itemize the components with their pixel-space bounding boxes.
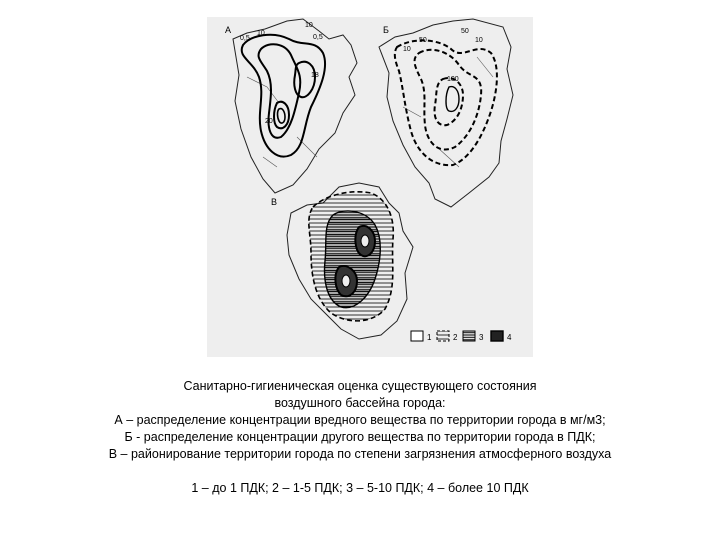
map-b-label: 10: [475, 37, 483, 44]
map-a-label: 10: [305, 22, 313, 29]
legend-swatch-4: [491, 331, 503, 341]
map-a-isoline-outer: [242, 35, 325, 157]
map-a-isoline-inner-2: [274, 102, 289, 129]
map-a-label: 0,5: [313, 34, 323, 41]
map-b-label: 100: [447, 76, 459, 83]
caption-line-c: В – районирование территории города по степени загрязнения атмосферного воздуха: [108, 447, 612, 461]
map-a-label: 10: [257, 30, 265, 37]
caption-line-a: А – распределение концентрации вредного вещества по территории города в мг/м3;: [114, 413, 606, 427]
legend-number: 1: [427, 333, 432, 342]
map-b-isoline-mid: [415, 50, 482, 150]
map-a-isoline-core: [278, 109, 286, 123]
pollution-maps-figure: [207, 17, 533, 357]
figure-caption: [60, 378, 660, 463]
map-b-label: 10: [403, 46, 411, 53]
map-b-outline: [379, 19, 513, 207]
map-legend: [411, 331, 512, 342]
map-a: [225, 19, 357, 193]
caption-line-b: Б - распределение концентрации другого вещества по территории города в ПДК;: [124, 430, 596, 444]
legend-swatch-2: [437, 331, 449, 341]
legend-number: 2: [453, 333, 458, 342]
legend-swatch-3: [463, 331, 475, 341]
map-a-label: 18: [311, 72, 319, 79]
caption-title-line-2: воздушного бассейна города:: [274, 396, 446, 410]
map-a-label: 20: [265, 118, 273, 125]
legend-number: 3: [479, 333, 484, 342]
map-b: [379, 19, 513, 207]
map-a-label: 0,5: [240, 35, 250, 42]
panel-label-b: Б: [383, 25, 389, 35]
legend-number: 4: [507, 333, 512, 342]
panel-label-a: А: [225, 25, 232, 35]
legend-swatch-1: [411, 331, 423, 341]
panel-label-c: В: [271, 197, 278, 207]
pollution-maps-svg: [207, 17, 533, 357]
legend-text: 1 – до 1 ПДК; 2 – 1-5 ПДК; 3 – 5-10 ПДК; 4 – более 10 ПДК: [191, 481, 529, 495]
map-b-label: 50: [461, 28, 469, 35]
map-b-isoline-core: [446, 87, 459, 112]
map-c: [271, 183, 413, 339]
caption-title-line-1: Санитарно-гигиеническая оценка существующего состояния: [183, 379, 537, 393]
map-b-label: 50: [419, 37, 427, 44]
